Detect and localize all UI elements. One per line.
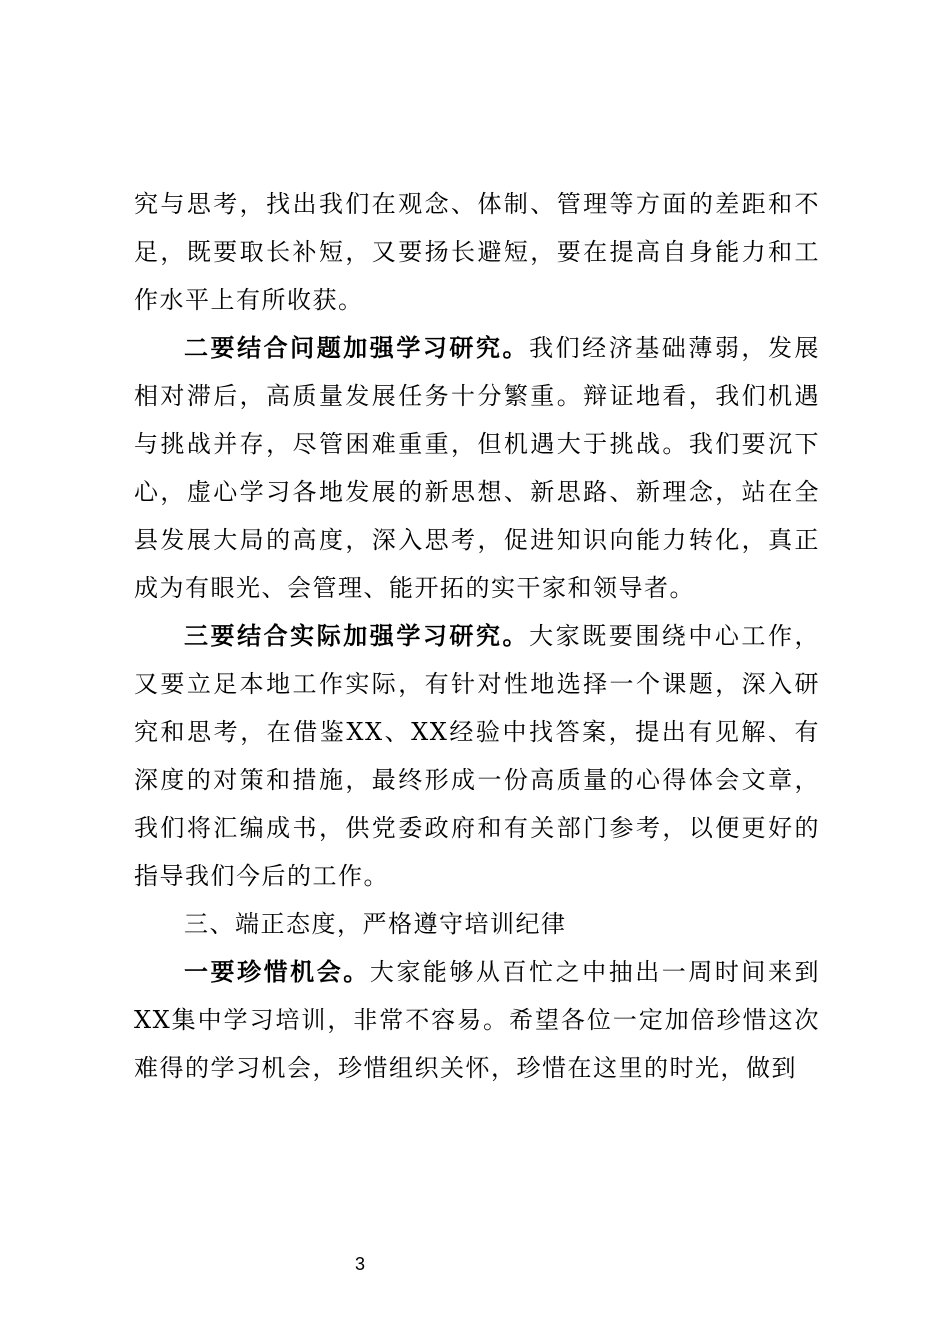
paragraph-lead: 一要珍惜机会。 [184, 957, 370, 986]
section-heading-text: 三、端正态度，严格遵守培训纪律 [184, 910, 567, 938]
paragraph-lead: 二要结合问题加强学习研究。 [184, 333, 530, 362]
document-body [134, 180, 820, 1092]
paragraph-text: 究与思考，找出我们在观念、体制、管理等方面的差距和不足，既要取长补短，又要扬长避短，要在提高自身能力和工作水平上有所收获。 [134, 190, 820, 314]
page-number: 3 [354, 1254, 365, 1274]
paragraph-point-three [134, 612, 820, 900]
paragraph-point-two [134, 324, 820, 612]
paragraph-text: 大家既要围绕中心工作，又要立足本地工作实际，有针对性地选择一个课题，深入研究和思考，在借鉴XX、XX经验中找答案，提出有见解、有深度的对策和措施，最终形成一份高质量的心得体会文章，我们将汇编成书，供党委政府和有关部门参考，以便更好的指导我们今后的工作。 [134, 622, 821, 890]
paragraph-point-one [134, 948, 820, 1092]
paragraph-text: 大家能够从百忙之中抽出一周时间来到XX集中学习培训，非常不容易。希望各位一定加倍珍惜这次难得的学习机会，珍惜组织关怀，珍惜在这里的时光，做到 [134, 958, 821, 1082]
section-heading [134, 900, 820, 948]
paragraph-continuation [134, 180, 820, 324]
paragraph-text: 我们经济基础薄弱，发展相对滞后，高质量发展任务十分繁重。辩证地看，我们机遇与挑战并存，尽管困难重重，但机遇大于挑战。我们要沉下心，虚心学习各地发展的新思想、新思路、新理念，站在全县发展大局的高度，深入思考，促进知识向能力转化，真正成为有眼光、会管理、能开拓的实干家和领导者。 [134, 334, 821, 602]
paragraph-lead: 三要结合实际加强学习研究。 [184, 621, 530, 650]
